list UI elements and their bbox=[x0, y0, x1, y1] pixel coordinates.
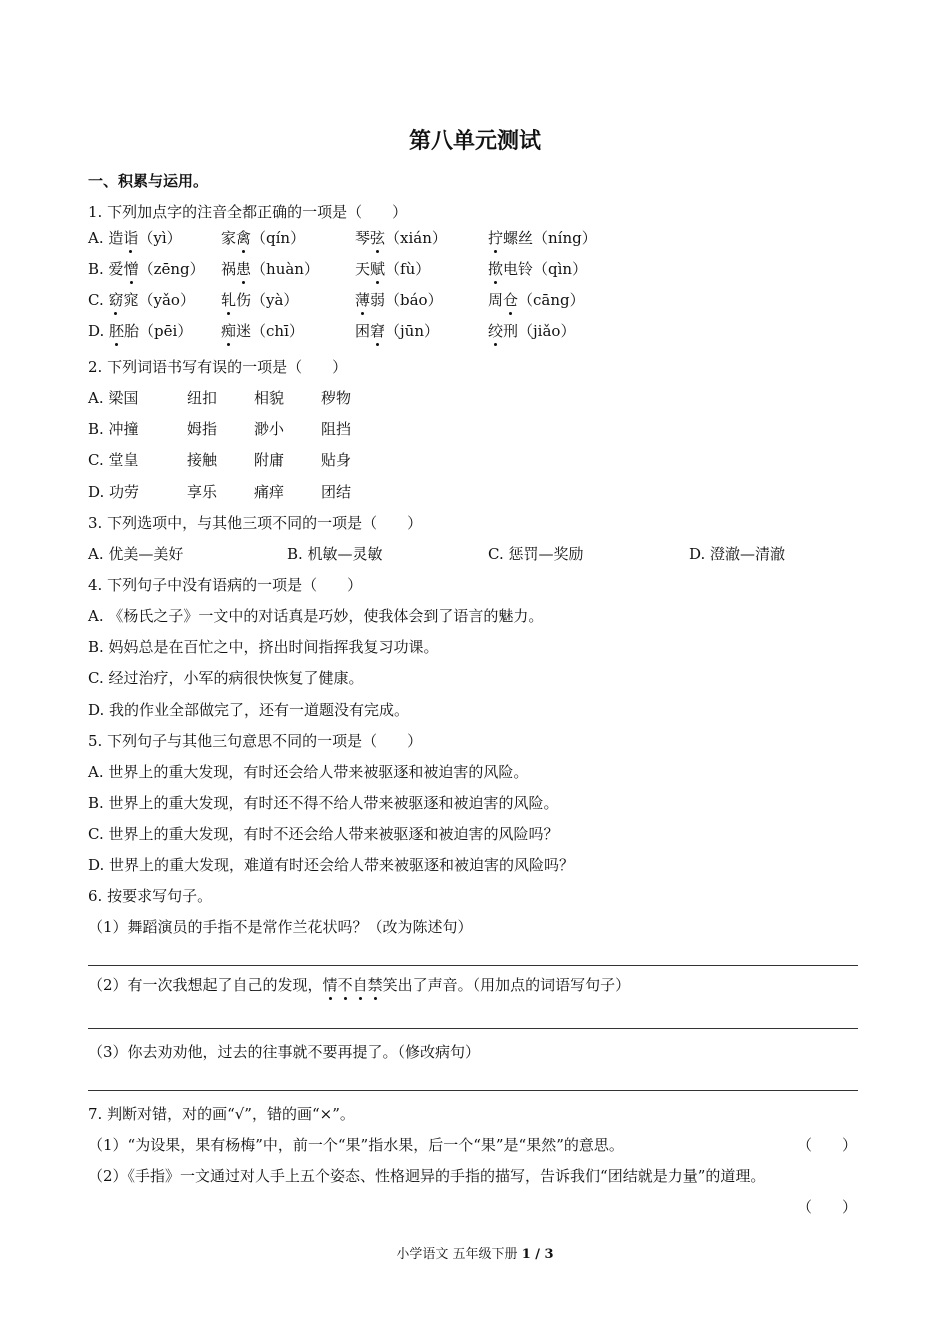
cell-suffix: （yì） bbox=[138, 229, 182, 247]
dotted-char: 胚 bbox=[109, 322, 125, 340]
q2-word: 阻挡 bbox=[321, 420, 352, 438]
q6-sub-3: （3）你去劝劝他，过去的往事就不要再提了。（修改病句） bbox=[88, 1043, 481, 1061]
dotted-char: 患 bbox=[236, 260, 252, 278]
q2-word: D. 功劳 bbox=[88, 483, 140, 501]
question-4-stem: 4. 下列句子中没有语病的一项是（ ） bbox=[88, 576, 363, 594]
q1-option-cell bbox=[488, 259, 587, 279]
cell-prefix: 天 bbox=[355, 260, 371, 278]
cell-prefix: 家 bbox=[221, 229, 237, 247]
dotted-char: 绞 bbox=[488, 322, 504, 340]
q6-sub-2-pre: （2）有一次我想起了自己的发现， bbox=[88, 976, 323, 994]
q3-option-a: A. 优美—美好 bbox=[88, 545, 184, 563]
q7-sub-1: （1）“为设果，果有杨梅”中，前一个“果”指水果，后一个“果”是“果然”的意思。 bbox=[88, 1136, 624, 1154]
footer-text: 小学语文 五年级下册 bbox=[396, 1247, 518, 1262]
cell-prefix: 困 bbox=[355, 322, 371, 340]
q2-word: 享乐 bbox=[187, 483, 218, 501]
dotted-char: 憎 bbox=[123, 260, 139, 278]
q2-word: 渺小 bbox=[254, 420, 285, 438]
cell-suffix: 弱（báo） bbox=[370, 291, 443, 309]
q1-option-cell bbox=[355, 321, 439, 341]
q1-option-cell bbox=[88, 290, 195, 310]
q1-option-cell bbox=[355, 228, 447, 248]
question-2-stem: 2. 下列词语书写有误的一项是（ ） bbox=[88, 358, 348, 376]
dotted-char: 禽 bbox=[236, 229, 252, 247]
question-1-stem: 1. 下列加点字的注音全都正确的一项是（ ） bbox=[88, 203, 408, 221]
cell-suffix: （huàn） bbox=[251, 260, 319, 278]
cell-prefix: A. 造 bbox=[88, 229, 124, 247]
dotted-char: 薄 bbox=[355, 291, 371, 309]
dotted-char: 赋 bbox=[370, 260, 386, 278]
q7-sub-2: （2）《手指》一文通过对人手上五个姿态、性格迥异的手指的描写，告诉我们“团结就是力量”的道理。 bbox=[88, 1167, 766, 1185]
q6-sub-2-post: 笑出了声音。（用加点的词语写句子） bbox=[382, 976, 631, 994]
q4-option-a: A. 《杨氏之子》一文中的对话真是巧妙，使我体会到了语言的魅力。 bbox=[88, 607, 544, 625]
answer-line[interactable] bbox=[88, 1090, 858, 1091]
cell-suffix: （fù） bbox=[385, 260, 431, 278]
q1-option-cell bbox=[488, 290, 585, 310]
dotted-char: 窘 bbox=[370, 322, 386, 340]
q2-word: 贴身 bbox=[321, 451, 352, 469]
page-number: 1 / 3 bbox=[521, 1247, 554, 1262]
cell-suffix: （xián） bbox=[385, 229, 447, 247]
q5-option-d: D. 世界上的重大发现，难道有时还会给人带来被驱逐和被迫害的风险吗？ bbox=[88, 856, 575, 874]
q5-option-b: B. 世界上的重大发现，有时还不得不给人带来被驱逐和被迫害的风险。 bbox=[88, 794, 559, 812]
q1-option-cell bbox=[221, 259, 319, 279]
cell-suffix: 窕（yǎo） bbox=[123, 291, 195, 309]
cell-suffix: （cāng） bbox=[518, 291, 585, 309]
cell-suffix: （qín） bbox=[251, 229, 306, 247]
q2-word: 接触 bbox=[187, 451, 218, 469]
q2-word: 姆指 bbox=[187, 420, 218, 438]
dotted-char: 揿 bbox=[488, 260, 504, 278]
answer-line[interactable] bbox=[88, 965, 858, 966]
cell-suffix: 刑（jiǎo） bbox=[503, 322, 576, 340]
cell-suffix: 电铃（qìn） bbox=[503, 260, 588, 278]
dotted-char: 痴 bbox=[221, 322, 237, 340]
answer-parenthesis[interactable]: （ ） bbox=[797, 1198, 858, 1216]
q1-option-cell bbox=[88, 259, 205, 279]
answer-parenthesis[interactable]: （ ） bbox=[797, 1136, 858, 1154]
cell-prefix: D. bbox=[88, 322, 110, 340]
cell-prefix: 琴 bbox=[355, 229, 371, 247]
q4-option-c: C. 经过治疗，小军的病很快恢复了健康。 bbox=[88, 669, 364, 687]
cell-prefix: C. bbox=[88, 291, 109, 309]
q6-sub-2 bbox=[88, 975, 630, 995]
q5-option-a: A. 世界上的重大发现，有时还会给人带来被驱逐和被迫害的风险。 bbox=[88, 763, 529, 781]
cell-prefix: B. 爱 bbox=[88, 260, 124, 278]
cell-prefix: 祸 bbox=[221, 260, 237, 278]
q1-option-cell bbox=[221, 290, 298, 310]
q2-word: 团结 bbox=[321, 483, 352, 501]
q5-option-c: C. 世界上的重大发现，有时不还会给人带来被驱逐和被迫害的风险吗？ bbox=[88, 825, 559, 843]
dotted-char: 禁 bbox=[367, 976, 383, 994]
q3-option-d: D. 澄澈—清澈 bbox=[689, 545, 786, 563]
section-heading: 一、积累与运用。 bbox=[88, 172, 209, 190]
question-5-stem: 5. 下列句子与其他三句意思不同的一项是（ ） bbox=[88, 732, 423, 750]
cell-suffix: 螺丝（níng） bbox=[503, 229, 597, 247]
q2-word: C. 堂皇 bbox=[88, 451, 139, 469]
question-6-stem: 6. 按要求写句子。 bbox=[88, 887, 213, 905]
q3-option-b: B. 机敏—灵敏 bbox=[287, 545, 383, 563]
q1-option-cell bbox=[488, 228, 597, 248]
q2-word: 痛痒 bbox=[254, 483, 285, 501]
question-3-stem: 3. 下列选项中，与其他三项不同的一项是（ ） bbox=[88, 514, 423, 532]
answer-line[interactable] bbox=[88, 1028, 858, 1029]
cell-suffix: 迷（chī） bbox=[236, 322, 304, 340]
cell-prefix: 周 bbox=[488, 291, 504, 309]
dotted-char: 仓 bbox=[503, 291, 519, 309]
question-7-stem: 7. 判断对错，对的画“√”，错的画“×”。 bbox=[88, 1105, 355, 1123]
q2-word: 附庸 bbox=[254, 451, 285, 469]
dotted-char: 拧 bbox=[488, 229, 504, 247]
q4-option-b: B. 妈妈总是在百忙之中，挤出时间指挥我复习功课。 bbox=[88, 638, 439, 656]
q1-option-cell bbox=[221, 321, 304, 341]
cell-suffix: （zēng） bbox=[138, 260, 205, 278]
q6-sub-1: （1）舞蹈演员的手指不是常作兰花状吗？（改为陈述句） bbox=[88, 918, 473, 936]
dotted-char: 自 bbox=[352, 976, 368, 994]
dotted-char: 弦 bbox=[370, 229, 386, 247]
dotted-char: 窈 bbox=[108, 291, 124, 309]
q1-option-cell bbox=[88, 228, 182, 248]
dotted-char: 情 bbox=[322, 976, 338, 994]
cell-suffix: 伤（yà） bbox=[236, 291, 299, 309]
q2-word: 秽物 bbox=[321, 389, 352, 407]
dotted-char: 诣 bbox=[123, 229, 139, 247]
q1-option-cell bbox=[221, 228, 305, 248]
q1-option-cell bbox=[88, 321, 192, 341]
q2-word: A. 梁国 bbox=[88, 389, 139, 407]
q2-word: 纽扣 bbox=[187, 389, 218, 407]
page-title: 第八单元测试 bbox=[408, 128, 541, 154]
dotted-char: 不 bbox=[337, 976, 353, 994]
q1-option-cell bbox=[488, 321, 575, 341]
cell-suffix: （jūn） bbox=[385, 322, 440, 340]
q2-word: 相貌 bbox=[254, 389, 285, 407]
q1-option-cell bbox=[355, 259, 430, 279]
cell-suffix: 胎（pēi） bbox=[124, 322, 193, 340]
q2-word: B. 冲撞 bbox=[88, 420, 139, 438]
page-footer bbox=[0, 1246, 950, 1264]
q4-option-d: D. 我的作业全部做完了，还有一道题没有完成。 bbox=[88, 701, 410, 719]
dotted-char: 轧 bbox=[221, 291, 237, 309]
q1-option-cell bbox=[355, 290, 443, 310]
q3-option-c: C. 惩罚—奖励 bbox=[488, 545, 584, 563]
